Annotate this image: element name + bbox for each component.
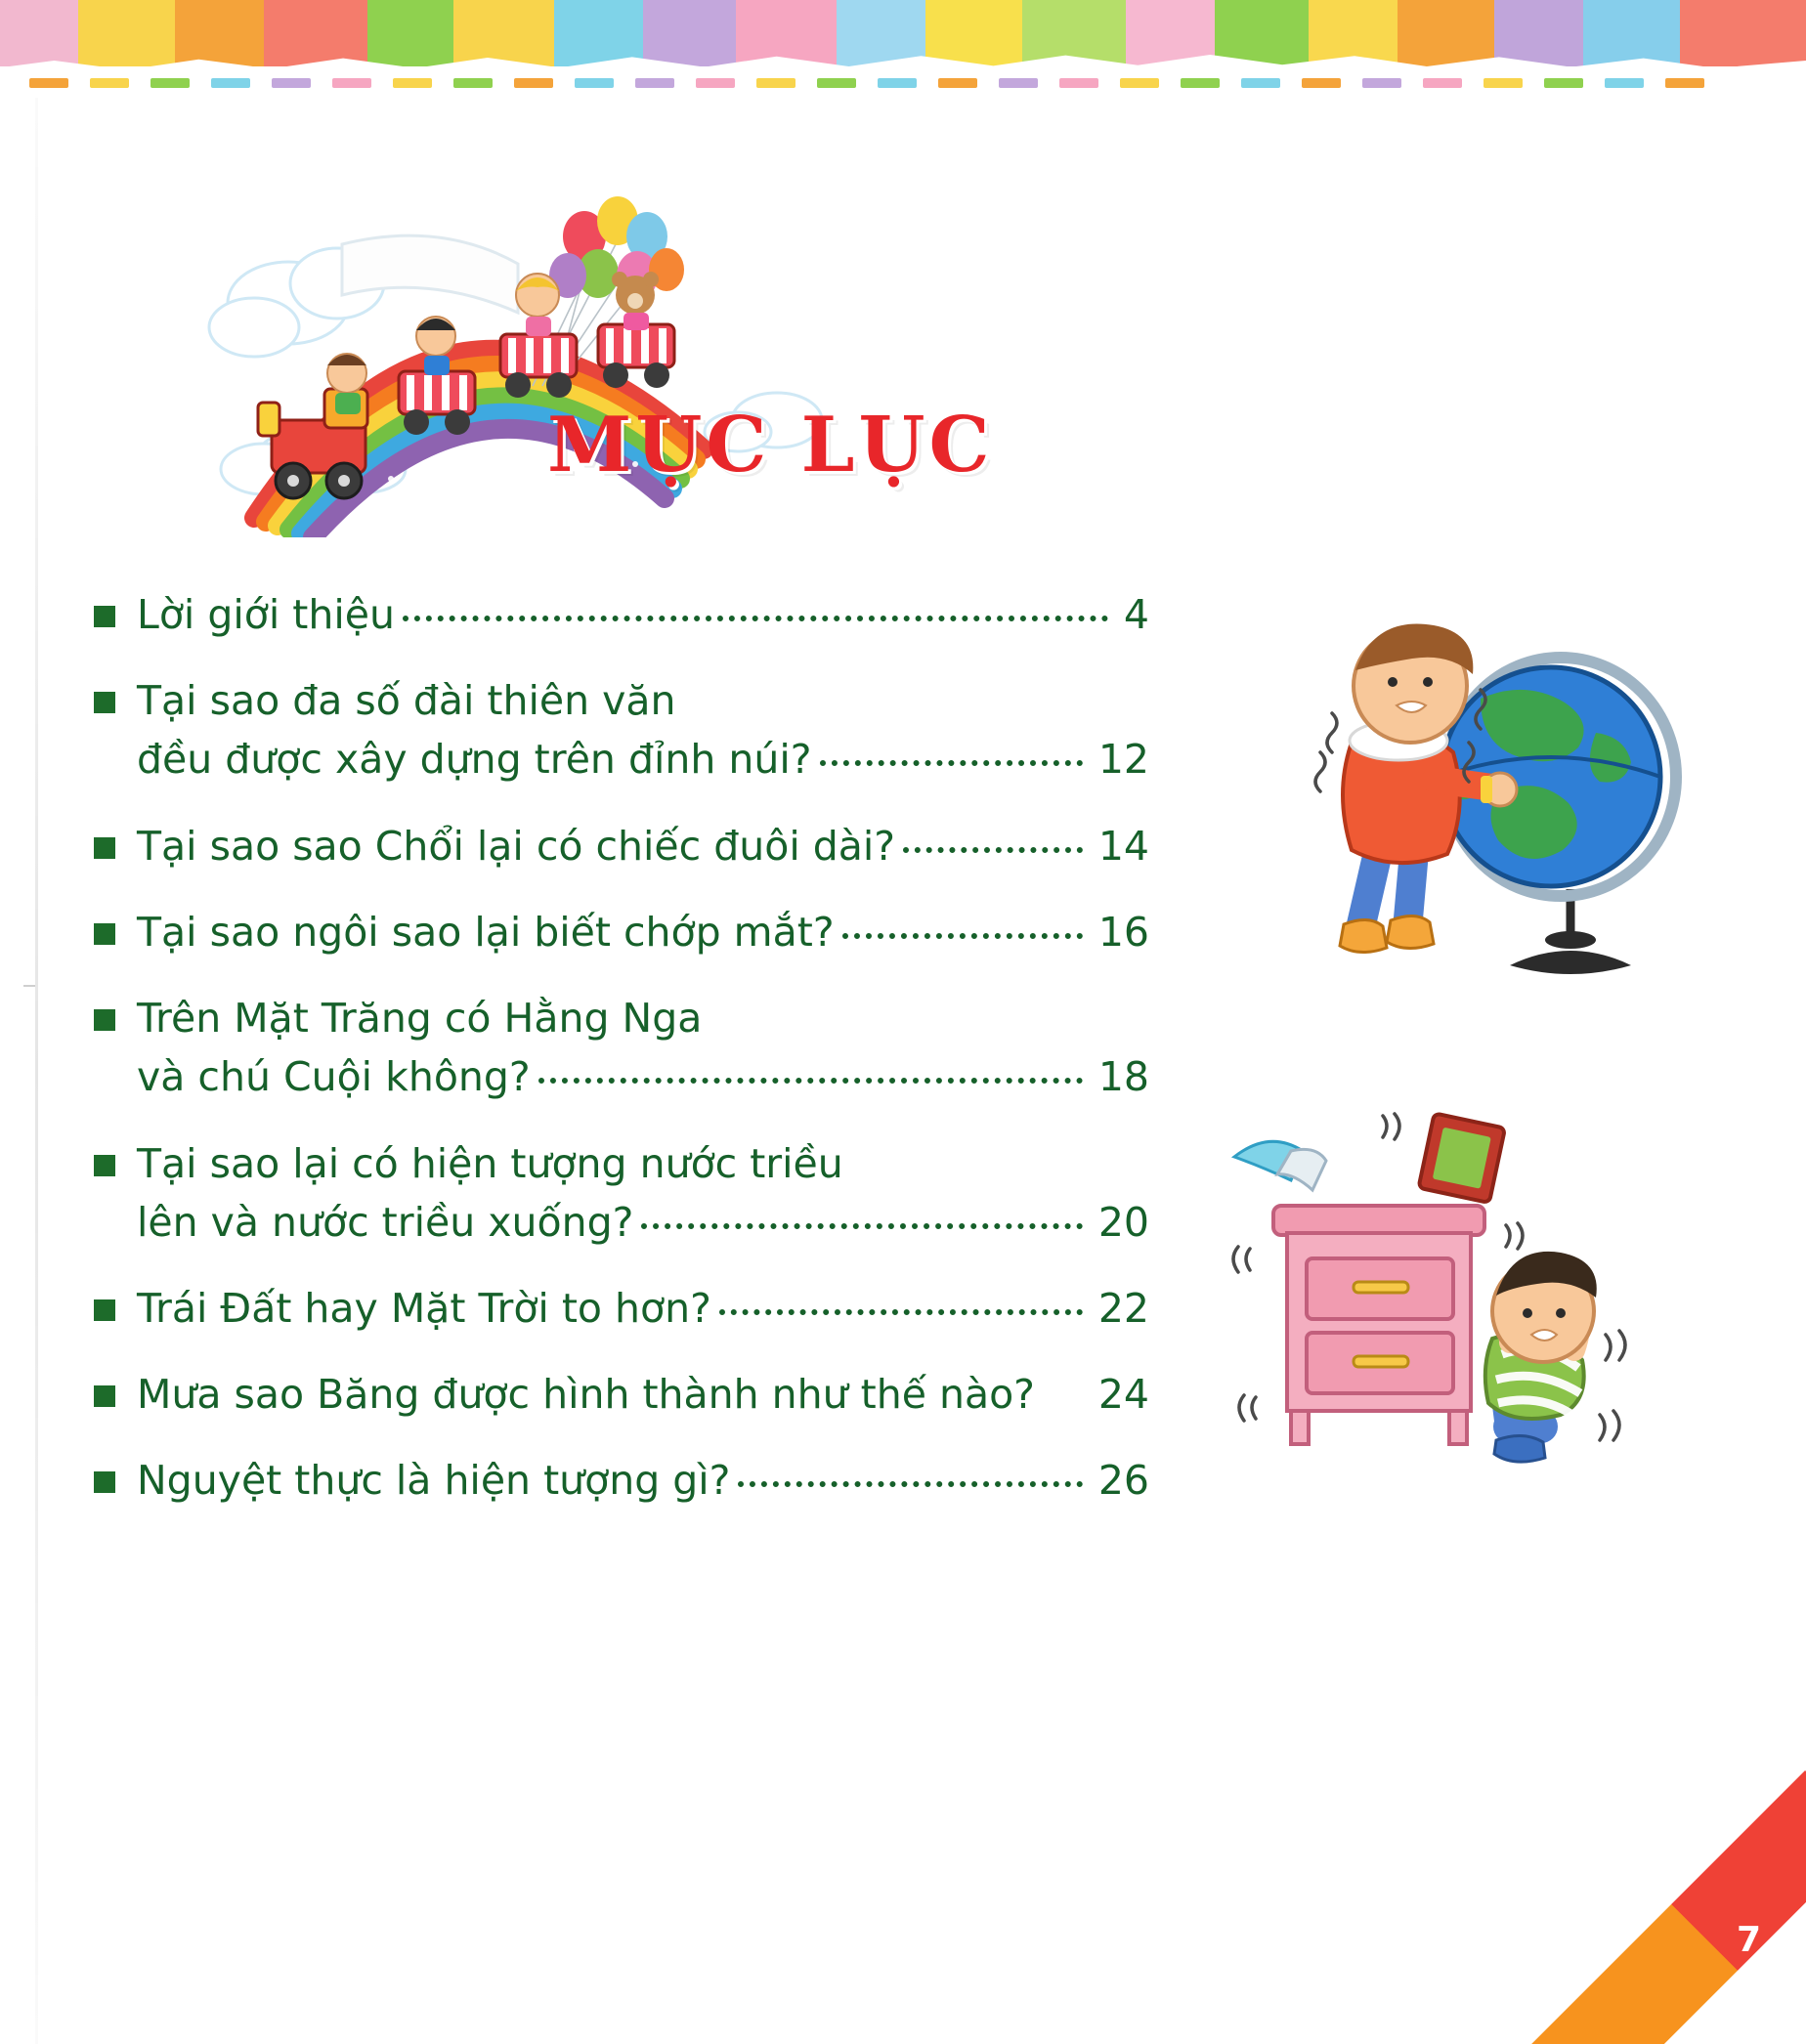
toc-entry-line — [137, 1366, 1149, 1423]
stitch-mark-7 — [453, 78, 493, 88]
toc-entry-title: Trái Đất hay Mặt Trời to hơn? — [137, 1284, 711, 1332]
stitch-mark-2 — [150, 78, 190, 88]
toc-leader-dots — [738, 1480, 1082, 1487]
stitch-mark-13 — [817, 78, 856, 88]
toc-entry-line — [137, 1280, 1149, 1337]
stitch-mark-0 — [29, 78, 68, 88]
band-segment-18 — [1680, 0, 1806, 66]
stitch-mark-16 — [999, 78, 1038, 88]
toc-page-number: 4 — [1123, 591, 1149, 638]
band-segment-4 — [367, 0, 452, 66]
bullet-square-icon — [94, 923, 115, 945]
stitch-mark-14 — [878, 78, 917, 88]
band-segment-2 — [175, 0, 264, 66]
toc-entry-title: Tại sao ngôi sao lại biết chớp mắt? — [137, 908, 835, 956]
toc-entry[interactable] — [94, 1280, 1149, 1337]
page-title: MỤC LỤC — [547, 401, 994, 490]
band-segment-8 — [736, 0, 837, 66]
band-segment-3 — [264, 0, 367, 66]
toc-entry-line — [137, 1048, 1149, 1105]
bullet-square-icon — [94, 1385, 115, 1407]
toc-leader-dots — [538, 1077, 1083, 1084]
page-binding-shadow — [35, 98, 38, 2044]
toc-entry-title: lên và nước triều xuống? — [137, 1198, 634, 1246]
stitch-mark-27 — [1665, 78, 1704, 88]
stitch-mark-17 — [1059, 78, 1098, 88]
toc-entry-line — [137, 1194, 1149, 1251]
toc-entry-title: Mưa sao Băng được hình thành như thế nào? — [137, 1371, 1035, 1419]
page-number-corner — [1484, 1751, 1806, 2044]
toc-page-number: 14 — [1097, 822, 1149, 870]
stitch-mark-1 — [90, 78, 129, 88]
stitch-mark-6 — [393, 78, 432, 88]
stitch-mark-4 — [272, 78, 311, 88]
toc-entry-line — [137, 990, 1149, 1046]
toc-entry-line — [137, 904, 1149, 960]
toc-page-number: 12 — [1097, 736, 1149, 784]
toc-leader-dots — [710, 1024, 1140, 1025]
toc-entry-body — [137, 672, 1149, 788]
toc-entry[interactable] — [94, 586, 1149, 643]
toc-entry[interactable] — [94, 1366, 1149, 1423]
stitch-mark-5 — [332, 78, 371, 88]
binding-tick-mark — [23, 985, 35, 987]
toc-leader-dots — [851, 1170, 1140, 1171]
toc-entry[interactable] — [94, 1452, 1149, 1509]
page-number: 7 — [1736, 1920, 1761, 1960]
stitch-mark-9 — [575, 78, 614, 88]
table-of-contents — [94, 586, 1149, 1539]
stitch-mark-18 — [1120, 78, 1159, 88]
bullet-square-icon — [94, 1299, 115, 1321]
toc-entry[interactable] — [94, 990, 1149, 1105]
band-segment-1 — [78, 0, 175, 66]
stitch-mark-8 — [514, 78, 553, 88]
toc-entry[interactable] — [94, 1135, 1149, 1251]
corner-ribbon — [1508, 1770, 1806, 2044]
stitch-mark-24 — [1484, 78, 1523, 88]
toc-page-number: 16 — [1097, 908, 1149, 956]
band-segment-13 — [1215, 0, 1308, 66]
toc-leader-dots — [1043, 1400, 1083, 1401]
boy-pushing-globe-illustration — [1187, 596, 1686, 1006]
toc-entry-title: đều được xây dựng trên đỉnh núi? — [137, 736, 812, 784]
band-segment-5 — [453, 0, 554, 66]
toc-page-number: 26 — [1097, 1457, 1149, 1505]
stitch-mark-19 — [1181, 78, 1220, 88]
band-segment-10 — [925, 0, 1022, 66]
toc-entry-line — [137, 672, 1149, 729]
band-segment-0 — [0, 0, 78, 66]
toc-entry-body — [137, 1135, 1149, 1251]
band-segment-17 — [1583, 0, 1680, 66]
toc-leader-dots — [719, 1308, 1083, 1315]
toc-entry-line — [137, 1452, 1149, 1509]
book-page — [0, 98, 1806, 2044]
toc-page-number: 22 — [1097, 1284, 1149, 1332]
bullet-square-icon — [94, 1471, 115, 1493]
bullet-square-icon — [94, 1009, 115, 1031]
toc-entry[interactable] — [94, 904, 1149, 960]
toc-entry-line — [137, 731, 1149, 788]
toc-leader-dots — [403, 615, 1108, 621]
stitch-mark-15 — [938, 78, 977, 88]
toc-entry-line — [137, 586, 1149, 643]
stitch-mark-12 — [756, 78, 796, 88]
toc-entry-title: Tại sao lại có hiện tượng nước triều — [137, 1139, 843, 1187]
toc-leader-dots — [820, 759, 1083, 766]
band-segment-16 — [1494, 0, 1583, 66]
toc-page-number: 18 — [1097, 1053, 1149, 1101]
band-segment-9 — [837, 0, 925, 66]
band-segment-6 — [554, 0, 643, 66]
toc-entry-body — [137, 586, 1149, 643]
stitch-mark-25 — [1544, 78, 1583, 88]
toc-entry[interactable] — [94, 672, 1149, 788]
toc-leader-dots — [641, 1222, 1082, 1229]
toc-leader-dots — [684, 706, 1140, 707]
stitch-mark-23 — [1423, 78, 1462, 88]
toc-entry-line — [137, 1135, 1149, 1192]
stitch-mark-21 — [1302, 78, 1341, 88]
toc-entry-line — [137, 818, 1149, 874]
toc-entry-title: Tại sao sao Chổi lại có chiếc đuôi dài? — [137, 822, 896, 870]
toc-entry-body — [137, 818, 1149, 874]
toc-entry-title: và chú Cuội không? — [137, 1053, 531, 1101]
bullet-square-icon — [94, 837, 115, 859]
decorative-color-band — [0, 0, 1806, 66]
bullet-square-icon — [94, 606, 115, 627]
toc-entry-body — [137, 904, 1149, 960]
stitch-mark-10 — [635, 78, 674, 88]
toc-page-number: 24 — [1097, 1371, 1149, 1419]
toc-entry-body — [137, 1366, 1149, 1423]
band-segment-15 — [1398, 0, 1494, 66]
stitch-mark-26 — [1605, 78, 1644, 88]
stitch-mark-22 — [1362, 78, 1401, 88]
toc-entry-title: Nguyệt thực là hiện tượng gì? — [137, 1457, 731, 1505]
toc-entry-body — [137, 1280, 1149, 1337]
toc-entry-title: Trên Mặt Trăng có Hằng Nga — [137, 995, 703, 1043]
toc-entry[interactable] — [94, 818, 1149, 874]
toc-entry-body — [137, 990, 1149, 1105]
band-segment-7 — [643, 0, 736, 66]
toc-leader-dots — [842, 932, 1083, 939]
stitch-mark-3 — [211, 78, 250, 88]
toc-page-number: 20 — [1097, 1198, 1149, 1246]
toc-entry-title: Tại sao đa số đài thiên văn — [137, 677, 676, 725]
dashed-stitch-row — [29, 76, 1779, 90]
toc-entry-title: Lời giới thiệu — [137, 591, 395, 638]
toc-entry-body — [137, 1452, 1149, 1509]
bullet-square-icon — [94, 692, 115, 713]
bullet-square-icon — [94, 1155, 115, 1176]
shaking-nightstand-illustration — [1217, 1104, 1676, 1495]
toc-leader-dots — [903, 846, 1083, 853]
stitch-mark-20 — [1241, 78, 1280, 88]
stitch-mark-11 — [696, 78, 735, 88]
